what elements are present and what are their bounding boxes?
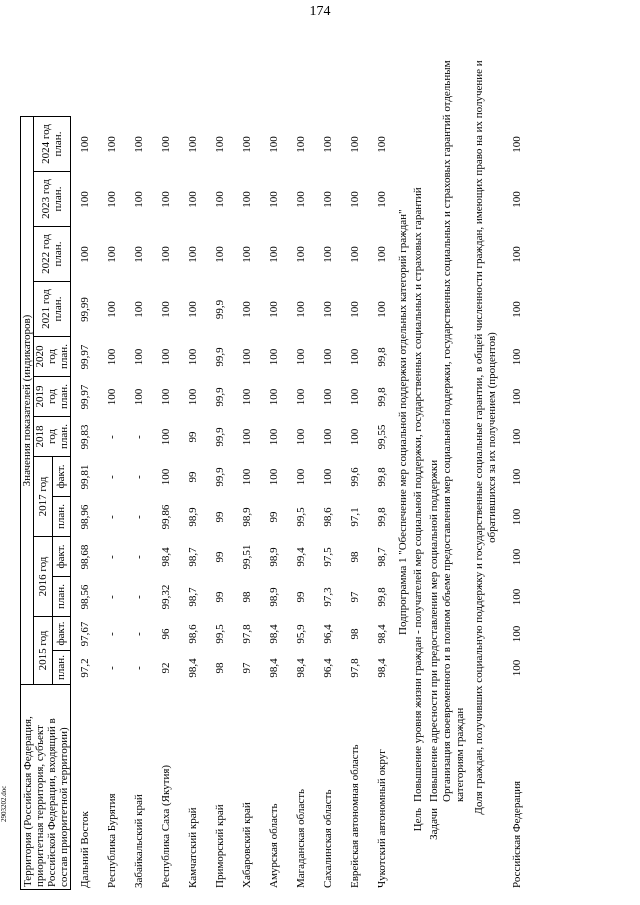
value-cell: 100: [267, 468, 280, 486]
value-cell: 100: [186, 301, 199, 318]
value-cell: 100: [186, 388, 199, 406]
document-code: 2903202.doc: [0, 785, 8, 822]
value-cell: -: [132, 595, 145, 599]
value-cell: 100: [294, 301, 307, 318]
value-cell: 100: [240, 348, 253, 366]
value-cell: 98,4: [159, 547, 172, 567]
value-cell: 97: [240, 662, 253, 674]
value-cell: 100: [321, 348, 334, 366]
value-cell: 100: [240, 428, 253, 446]
value-cell: 100: [267, 428, 280, 446]
territory-name: Забайкальский край: [132, 794, 145, 888]
value-cell: 98,9: [267, 587, 280, 607]
value-cell: 98,4: [267, 624, 280, 644]
value-cell: 99,81: [78, 464, 91, 490]
fact-header: факт.: [52, 617, 71, 651]
task-1: Повышение адресности при предоставлении мер социальной поддержки: [428, 459, 440, 802]
tasks-label: Задачи: [428, 808, 440, 840]
territory-name: Республика Саха (Якутия): [159, 764, 172, 888]
value-cell: 100: [267, 191, 280, 208]
value-cell: 97,2: [78, 658, 91, 678]
value-cell: 100: [105, 136, 118, 153]
value-cell: 100: [348, 136, 361, 153]
territory-name: Амурская область: [267, 803, 280, 888]
value-cell: 100: [159, 388, 172, 406]
year-2022-header: 2022 год план.: [34, 227, 71, 282]
plan-header: план.: [52, 651, 71, 685]
value-cell: 100: [294, 136, 307, 153]
table-row: [314, 117, 341, 890]
year-2023-header: 2023 год план.: [34, 172, 71, 227]
value-cell: 100: [267, 348, 280, 366]
value-cell: -: [105, 475, 118, 479]
value-cell: 100: [348, 388, 361, 406]
value-cell: 98,7: [186, 587, 199, 607]
table-row: [206, 117, 233, 890]
value-cell: 100: [294, 468, 307, 486]
territory-name: Еврейская автономная область: [348, 744, 361, 888]
value-cell: 100: [132, 301, 145, 318]
value-cell: 99,32: [159, 584, 172, 610]
fact-header: факт.: [52, 537, 71, 577]
value-cell: 100: [321, 428, 334, 446]
value-cell: 97,1: [348, 507, 361, 527]
territory-name: Дальний Восток: [78, 811, 91, 888]
value-cell: 99,9: [213, 467, 226, 487]
year-2021-header: 2021 год план.: [34, 282, 71, 337]
value-cell: 99,99: [78, 297, 91, 322]
value-cell: 100: [510, 659, 523, 677]
year-2019-header: 2019 год план.: [34, 377, 71, 417]
plan-header: план.: [52, 497, 71, 537]
table-row: [179, 117, 206, 890]
territory-name: Сахалинская область: [321, 789, 334, 888]
value-cell: 100: [132, 136, 145, 153]
value-cell: 97,67: [78, 621, 91, 647]
value-cell: 100: [213, 191, 226, 208]
value-cell: 100: [240, 191, 253, 208]
value-cell: 100: [294, 246, 307, 263]
value-cell: 100: [321, 191, 334, 208]
value-cell: 99,8: [375, 467, 388, 487]
value-cell: 100: [240, 136, 253, 153]
value-cell: 99,6: [348, 467, 361, 487]
value-cell: 98,7: [186, 547, 199, 567]
value-cell: 100: [213, 136, 226, 153]
value-cell: -: [105, 632, 118, 636]
value-cell: 100: [510, 301, 523, 318]
value-cell: 100: [132, 388, 145, 406]
value-cell: 100: [186, 136, 199, 153]
value-cell: 100: [510, 191, 523, 208]
year-2016-header: 2016 год: [34, 537, 53, 617]
year-2024-header: 2024 год план.: [34, 117, 71, 172]
value-cell: 99,97: [78, 344, 91, 370]
value-cell: 98: [348, 628, 361, 640]
value-cell: 100: [294, 428, 307, 446]
value-cell: 100: [159, 246, 172, 263]
value-cell: 100: [267, 388, 280, 406]
rotated-page-content: [20, 25, 620, 890]
table-row: [341, 117, 368, 890]
table-row: [260, 117, 287, 890]
tasks-block: [428, 25, 467, 890]
value-cell: 98,4: [294, 658, 307, 678]
value-cell: 97,8: [348, 658, 361, 678]
indicator-table: [20, 116, 71, 890]
value-cell: 100: [267, 246, 280, 263]
value-cell: 100: [321, 246, 334, 263]
value-cell: 100: [105, 388, 118, 406]
table-row: [233, 117, 260, 890]
value-cell: 97: [348, 591, 361, 603]
value-cell: 99,9: [213, 427, 226, 447]
value-cell: 98,4: [375, 624, 388, 644]
value-cell: 100: [186, 348, 199, 366]
value-cell: 100: [294, 348, 307, 366]
value-cell: 100: [510, 388, 523, 406]
value-cell: 100: [78, 136, 91, 153]
value-cell: 100: [159, 428, 172, 446]
value-cell: 100: [294, 388, 307, 406]
goal-block: [412, 25, 425, 890]
value-cell: 99,9: [213, 299, 226, 320]
value-cell: 100: [78, 246, 91, 263]
value-cell: -: [132, 632, 145, 636]
value-cell: 98,68: [78, 544, 91, 570]
value-cell: 100: [348, 301, 361, 318]
value-cell: 100: [159, 191, 172, 208]
value-cell: 99,51: [240, 544, 253, 570]
value-cell: 100: [510, 348, 523, 366]
value-cell: 100: [348, 428, 361, 446]
value-cell: 100: [159, 348, 172, 366]
value-cell: 99,9: [213, 387, 226, 407]
territory-name: Магаданская область: [294, 788, 307, 888]
value-cell: 100: [105, 246, 118, 263]
values-header: Значения показателей (индикаторов): [21, 117, 34, 685]
subprogram-title: Подпрограмма 1 "Обеспечение мер социальной поддержки отдельных категорий граждан": [397, 209, 409, 635]
value-cell: 99,86: [159, 504, 172, 530]
territory-name: Республика Бурятия: [105, 793, 118, 888]
value-cell: 100: [321, 388, 334, 406]
russia-row: [503, 117, 530, 890]
value-cell: 98,56: [78, 584, 91, 610]
value-cell: 100: [348, 246, 361, 263]
value-cell: 100: [348, 348, 361, 366]
value-cell: 100: [213, 246, 226, 263]
value-cell: 100: [267, 301, 280, 318]
territory-name: Чукотский автономный округ: [375, 749, 388, 888]
value-cell: -: [132, 475, 145, 479]
value-cell: -: [105, 555, 118, 559]
value-cell: 100: [375, 301, 388, 318]
value-cell: -: [132, 515, 145, 519]
value-cell: 98: [240, 591, 253, 603]
value-cell: 100: [510, 588, 523, 606]
value-cell: 100: [105, 348, 118, 366]
value-cell: 100: [294, 191, 307, 208]
value-cell: 99,5: [213, 624, 226, 644]
year-2020-header: 2020 год план.: [34, 337, 71, 377]
value-cell: 100: [510, 246, 523, 263]
value-cell: 99: [213, 551, 226, 563]
value-cell: -: [105, 595, 118, 599]
value-cell: 100: [186, 246, 199, 263]
value-cell: 99,8: [375, 387, 388, 407]
goal-label: Цель: [412, 808, 424, 832]
value-cell: 98,6: [321, 507, 334, 527]
value-cell: 100: [78, 191, 91, 208]
territory-name: Хабаровский край: [240, 802, 253, 888]
value-cell: 100: [132, 191, 145, 208]
year-2017-header: 2017 год: [34, 457, 53, 537]
value-cell: 100: [240, 468, 253, 486]
fact-header: факт.: [52, 457, 71, 497]
table-row: [125, 117, 152, 890]
value-cell: 96,4: [321, 624, 334, 644]
value-cell: 96: [159, 628, 172, 640]
value-cell: 99: [213, 511, 226, 523]
table-row: [368, 117, 395, 890]
table-row: [98, 117, 125, 890]
value-cell: -: [105, 666, 118, 670]
value-cell: 100: [321, 136, 334, 153]
value-cell: 98,4: [186, 658, 199, 678]
table-row: [503, 117, 530, 890]
territory-name: Приморский край: [213, 804, 226, 888]
value-cell: 100: [132, 348, 145, 366]
value-cell: -: [132, 435, 145, 439]
value-cell: 92: [159, 662, 172, 674]
table-row: [71, 117, 98, 890]
value-cell: 100: [105, 191, 118, 208]
value-cell: 99: [186, 431, 199, 443]
territory-name: Российская Федерация: [510, 780, 523, 888]
value-cell: 98,6: [186, 624, 199, 644]
value-cell: 99,9: [213, 347, 226, 367]
value-cell: 99,8: [375, 347, 388, 367]
value-cell: 100: [240, 301, 253, 318]
value-cell: 98: [348, 551, 361, 563]
value-cell: 100: [159, 136, 172, 153]
value-cell: 99,83: [78, 424, 91, 450]
value-cell: 100: [375, 191, 388, 208]
value-cell: 99,8: [375, 587, 388, 607]
value-cell: 100: [375, 136, 388, 153]
value-cell: 100: [159, 301, 172, 318]
territory-name: Камчатский край: [186, 807, 199, 888]
value-cell: 99: [186, 471, 199, 483]
value-cell: 100: [510, 548, 523, 566]
value-cell: 100: [105, 301, 118, 318]
value-cell: 99,4: [294, 547, 307, 567]
value-cell: 100: [510, 508, 523, 526]
value-cell: -: [105, 435, 118, 439]
value-cell: 100: [510, 136, 523, 153]
value-cell: 100: [267, 136, 280, 153]
value-cell: -: [132, 666, 145, 670]
value-cell: 99: [213, 591, 226, 603]
value-cell: 100: [240, 246, 253, 263]
value-cell: 98,7: [375, 547, 388, 567]
value-cell: 100: [321, 301, 334, 318]
value-cell: 98,4: [375, 658, 388, 678]
value-cell: 98: [213, 662, 226, 674]
value-cell: 99: [267, 511, 280, 523]
value-cell: 100: [375, 246, 388, 263]
value-cell: 97,3: [321, 587, 334, 607]
table-row: [287, 117, 314, 890]
value-cell: 97,8: [240, 624, 253, 644]
data-rows: [71, 117, 395, 890]
value-cell: 100: [186, 191, 199, 208]
value-cell: 100: [348, 191, 361, 208]
value-cell: 100: [132, 246, 145, 263]
indicator-description: Доля граждан, получивших социальную поддержку и государственные социальные гарантии, в общей численности граждан, имеющих право на их получение и обратившихся за их получением (процентов): [473, 60, 498, 815]
year-2015-header: 2015 год: [34, 617, 53, 685]
value-cell: -: [105, 515, 118, 519]
value-cell: 99,5: [294, 507, 307, 527]
value-cell: 98,9: [240, 507, 253, 527]
value-cell: 98,96: [78, 504, 91, 530]
territory-header: Территория (Российская Федерация, приоритетная территория, субъект Российской Федерации, входящий в состав приоритетной территории): [21, 685, 71, 890]
value-cell: 100: [510, 468, 523, 486]
value-cell: 98,4: [267, 658, 280, 678]
table-row: [152, 117, 179, 890]
value-cell: 96,4: [321, 658, 334, 678]
value-cell: 99: [294, 591, 307, 603]
value-cell: 98,9: [186, 507, 199, 527]
value-cell: 98,9: [267, 547, 280, 567]
year-2018-header: 2018 год план.: [34, 417, 71, 457]
task-2: Организация своевременного и в полном объеме предоставления мер социальной поддержки, государственных социальных и страховых гарантий отдельным категориям граждан: [441, 60, 466, 802]
value-cell: 99,8: [375, 507, 388, 527]
value-cell: 97,5: [321, 547, 334, 567]
value-cell: -: [132, 555, 145, 559]
value-cell: 100: [159, 468, 172, 486]
value-cell: 100: [321, 468, 334, 486]
value-cell: 99,97: [78, 384, 91, 410]
value-cell: 100: [510, 428, 523, 446]
page-number: 174: [309, 4, 331, 19]
goal-text: Повышение уровня жизни граждан - получателей мер социальной поддержки, государственных социальных и страховых гарантий: [412, 187, 424, 802]
value-cell: 100: [510, 625, 523, 643]
value-cell: 95,9: [294, 624, 307, 644]
value-cell: 100: [240, 388, 253, 406]
plan-header: план.: [52, 577, 71, 617]
value-cell: 99,55: [375, 424, 388, 450]
